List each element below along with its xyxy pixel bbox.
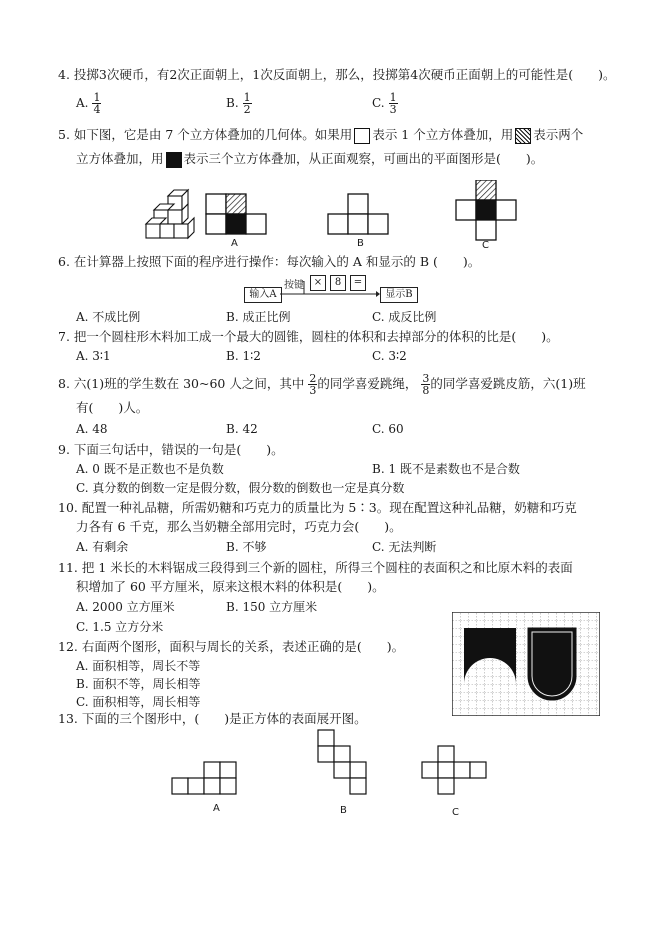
q11-option-b: B. 150 立方厘米 [226,600,318,614]
q11-option-c: C. 1.5 立方分米 [76,620,164,634]
q8-option-b: B. 42 [226,422,258,436]
flow-input-box: 输入A [244,287,282,303]
q12-grid-figure [452,612,600,716]
flow-output-box: 显示B [380,287,418,303]
q13-text: 13. 下面的三个图形中，( )是正方体的表面展开图。 [58,711,367,726]
q11-option-a: A. 2000 立方厘米 [76,600,175,614]
q6-text: 6. 在计算器上按照下面的程序进行操作：每次输入的 A 和显示的 B ( )。 [58,254,481,269]
q5-line1: 5. 如下图，它是由 7 个立方体叠加的几何体。如果用 表示 1 个立方体叠加，用 表示两个 [58,127,584,142]
q9-option-c: C. 真分数的倒数一定是假分数，假分数的倒数也一定是真分数 [76,481,405,495]
q7-option-b: B. 1∶2 [226,349,261,363]
q7-text: 7. 把一个圆柱形木料加工成一个最大的圆锥，圆柱的体积和去掉部分的体积的比是( )。 [58,329,559,344]
q10-option-b: B. 不够 [226,540,267,554]
net-c-figure [422,746,486,794]
q8-line2: 有( )人。 [76,400,149,415]
q11-line1: 11. 把 1 米长的木料锯成三段得到三个新的圆柱，所得三个圆柱的表面积之和比原木料的表面 [58,560,573,575]
q5-label-b: B [357,238,364,249]
q4-option-c: C. $\frac{1}{3}$ [372,91,397,116]
q5-label-c: C [482,240,489,251]
q6-option-c: C. 成反比例 [372,310,437,324]
flow-key-eight: 8 [330,275,346,291]
q12-text: 12. 右面两个图形，面积与周长的关系，表述正确的是( )。 [58,639,405,654]
q9-text: 9. 下面三句话中，错误的一句是( )。 [58,442,284,457]
flow-key-equals: = [350,275,366,291]
q4-option-a: A. $\frac{1}{4}$ [76,91,101,116]
q8-line1: 8. 六(1)班的学生数在 30~60 人之间，其中 $\frac{2}{3}$ 的同学喜爱跳绳， $\frac{3}{8}$ 的同学喜爱跳皮筋，六(1)班 [58,372,586,397]
q5-line2: 立方体叠加，用 表示三个立方体叠加，从正面观察，可画出的平面图形是( )。 [76,151,544,166]
q10-option-c: C. 无法判断 [372,540,437,554]
hatched-square-icon [515,128,531,144]
q10-line1: 10. 配置一种礼品糖，所需奶糖和巧克力的质量比为 5∶3。现在配置这种礼品糖，奶糖和巧克 [58,500,577,515]
flow-keys-label: 按键 [284,280,304,291]
q13-nets [168,728,498,798]
q12-option-b: B. 面积不等，周长相等 [76,677,201,691]
q9-option-a: A. 0 既不是正数也不是负数 [76,462,224,476]
q10-option-a: A. 有剩余 [76,540,129,554]
q6-flowchart [240,273,420,303]
single-cube-square-icon [354,128,370,144]
flow-arrow-icon [280,281,380,297]
q9-option-b: B. 1 既不是素数也不是合数 [372,462,520,476]
q7-option-c: C. 3∶2 [372,349,407,363]
q6-option-a: A. 不成比例 [76,310,141,324]
option-a-figure [206,194,266,234]
cube-stack-figure [146,190,194,238]
q13-label-c: C [452,807,459,818]
net-b-figure [318,730,366,794]
black-square-icon [166,152,182,168]
q4-option-b: B. $\frac{1}{2}$ [226,91,251,116]
q8-option-c: C. 60 [372,422,404,436]
q4-text: 4. 投掷3次硬币，有2次正面朝上，1次反面朝上，那么，投掷第4次硬币正面朝上的可能性是( )。 [58,67,616,82]
q12-option-a: A. 面积相等，周长不等 [76,659,201,673]
flow-key-multiply: × [310,275,326,291]
option-b-figure [328,194,388,234]
option-c-figure [456,180,516,240]
q10-line2: 力各有 6 千克，那么当奶糖全部用完时，巧克力会( )。 [76,519,402,534]
q7-option-a: A. 3∶1 [76,349,111,363]
q13-label-b: B [340,805,347,816]
q6-option-b: B. 成正比例 [226,310,291,324]
q5-figures [130,180,530,255]
q13-label-a: A [213,803,220,814]
q5-label-a: A [231,238,238,249]
q8-option-a: A. 48 [76,422,108,436]
net-a-figure [172,762,236,794]
q11-line2: 积增加了 60 平方厘米，原来这根木料的体积是( )。 [76,579,385,594]
q12-option-c: C. 面积相等，周长相等 [76,695,201,709]
